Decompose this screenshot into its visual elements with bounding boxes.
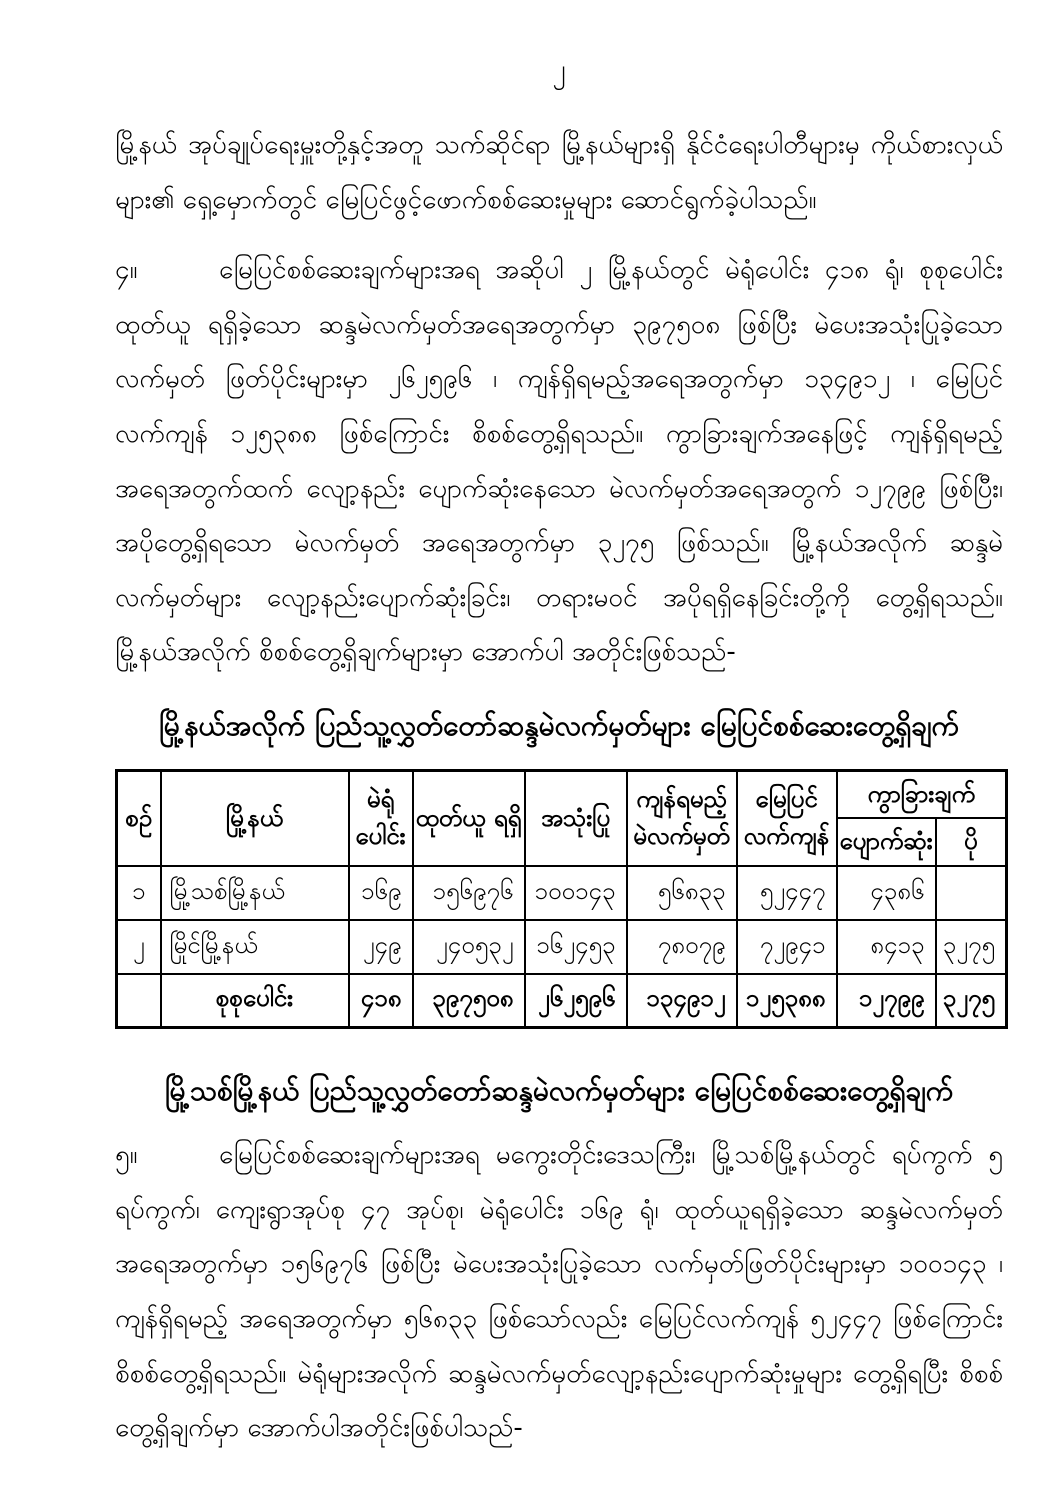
totals-no-empty	[117, 974, 161, 1028]
paragraph-4-number: ၄။	[115, 255, 138, 286]
row1-stations: ၁၆၉	[349, 866, 413, 920]
totals-used: ၂၆၂၅၉၆	[525, 974, 627, 1028]
row2-extra: ၃၂၇၅	[936, 920, 1007, 974]
row1-ground-remain: ၅၂၄၄၇	[737, 866, 837, 920]
paragraph-5-text: မြေပြင်စစ်ဆေးချက်များအရ မကွေးတိုင်းဒေသကြီး၊ မြို့သစ်မြို့နယ်တွင် ရပ်ကွက် ၅ ရပ်ကွက်၊ ကျေးရွာအုပ်စု ၄၇ အုပ်စု၊ မဲရုံပေါင်း ၁၆၉ ရုံ၊ ထုတ်ယူရရှိခဲ့သော ဆန္ဒမဲလက်မှတ် အရေအတွက်မှာ ၁၅၆၉၇၆ ဖြစ်ပြီး မဲပေးအသုံးပြုခဲ့သော လက်မှတ်ဖြတ်ပိုင်းများမှာ ၁၀၀၁၄၃ ၊ ကျန်ရှိရမည့် အရေအတွက်မှာ ၅၆၈၃၃ ဖြစ်သော်လည်း မြေပြင်လက်ကျန် ၅၂၄၄၇ ဖြစ်ကြောင်း စိစစ်တွေ့ရှိရသည်။ မဲရုံများအလိုက် ဆန္ဒမဲလက်မှတ်လျော့နည်းပျောက်ဆုံးမှုများ တွေ့ရှိရပြီး စိစစ် တွေ့ရှိချက်မှာ အောက်ပါအတိုင်းဖြစ်ပါသည်-	[115, 1140, 1003, 1444]
totals-extra: ၃၂၇၅	[936, 974, 1007, 1028]
row2-should-remain: ၇၈၀၇၉	[627, 920, 737, 974]
header-should-remain: ကျန်ရမည့် မဲလက်မှတ်	[627, 771, 737, 866]
totals-missing: ၁၂၇၉၉	[837, 974, 936, 1028]
row2-township: မြိုင်မြို့နယ်	[161, 920, 349, 974]
row2-ground-remain: ၇၂၉၄၁	[737, 920, 837, 974]
row1-extra	[936, 866, 1007, 920]
row2-missing: ၈၄၁၃	[837, 920, 936, 974]
header-used: အသုံးပြု	[525, 771, 627, 866]
row2-stations: ၂၄၉	[349, 920, 413, 974]
row1-should-remain: ၅၆၈၃၃	[627, 866, 737, 920]
header-stations: မဲရုံ ပေါင်း	[349, 771, 413, 866]
paragraph-5-number: ၅။	[115, 1140, 138, 1171]
totals-ground-remain: ၁၂၅၃၈၈	[737, 974, 837, 1028]
row1-no: ၁	[117, 866, 161, 920]
header-extra: ပို	[936, 818, 1007, 865]
row1-missing: ၄၃၈၆	[837, 866, 936, 920]
section2-title: မြို့သစ်မြို့နယ် ပြည်သူ့လွှတ်တော်ဆန္ဒမဲလက်မှတ်များ မြေပြင်စစ်ဆေးတွေ့ရှိချက်	[164, 1074, 954, 1107]
header-township: မြို့နယ်	[161, 771, 349, 866]
paragraph-5	[115, 1128, 1003, 1456]
paragraph-intro: မြို့နယ် အုပ်ချုပ်ရေးမှူးတို့နှင့်အတူ သက်ဆိုင်ရာ မြို့နယ်များရှိ နိုင်ငံရေးပါတီများမှ ကိုယ်စားလှယ်များ၏ ရှေ့မှောက်တွင် မြေပြင်ဖွင့်ဖောက်စစ်ဆေးမှုများ ဆောင်ရွက်ခဲ့ပါသည်။	[115, 130, 1003, 215]
table-totals-row	[117, 974, 1007, 1028]
paragraph-4	[115, 243, 1003, 680]
totals-should-remain: ၁၃၄၉၁၂	[627, 974, 737, 1028]
totals-issued: ၃၉၇၅၀၈	[413, 974, 525, 1028]
header-missing: ပျောက်ဆုံး	[837, 818, 936, 865]
row2-used: ၁၆၂၄၅၃	[525, 920, 627, 974]
row1-township: မြို့သစ်မြို့နယ်	[161, 866, 349, 920]
totals-label: စုစုပေါင်း	[161, 974, 349, 1028]
header-issued: ထုတ်ယူ ရရှိ	[413, 771, 525, 866]
table-header	[117, 771, 1007, 866]
header-difference: ကွာခြားချက်	[837, 771, 1007, 819]
paragraph-4-text: မြေပြင်စစ်ဆေးချက်များအရ အဆိုပါ ၂ မြို့နယ်တွင် မဲရုံပေါင်း ၄၁၈ ရုံ၊ စုစုပေါင်း ထုတ်ယူ ရရှိခဲ့သော ဆန္ဒမဲလက်မှတ်အရေအတွက်မှာ ၃၉၇၅၀၈ ဖြစ်ပြီး မဲပေးအသုံးပြုခဲ့သော လက်မှတ် ဖြတ်ပိုင်းများမှာ ၂၆၂၅၉၆ ၊ ကျန်ရှိရမည့်အရေအတွက်မှာ ၁၃၄၉၁၂ ၊ မြေပြင်လက်ကျန် ၁၂၅၃၈၈ ဖြစ်ကြောင်း စိစစ်တွေ့ရှိရသည်။ ကွာခြားချက်အနေဖြင့် ကျန်ရှိရမည့်အရေအတွက်ထက် လျော့နည်း ပျောက်ဆုံးနေသော မဲလက်မှတ်အရေအတွက် ၁၂၇၉၉ ဖြစ်ပြီး၊ အပိုတွေ့ရှိရသော မဲလက်မှတ် အရေအတွက်မှာ ၃၂၇၅ ဖြစ်သည်။ မြို့နယ်အလိုက် ဆန္ဒမဲလက်မှတ်များ လျော့နည်းပျောက်ဆုံးခြင်း၊ တရားမဝင် အပိုရရှိနေခြင်းတို့ကို တွေ့ရှိရသည်။ မြို့နယ်အလိုက် စိစစ်တွေ့ရှိချက်များမှာ အောက်ပါ အတိုင်းဖြစ်သည်-	[115, 255, 1003, 668]
table-title: မြို့နယ်အလိုက် ပြည်သူ့လွှတ်တော်ဆန္ဒမဲလက်မှတ်များ မြေပြင်စစ်ဆေးတွေ့ရှိချက်	[159, 708, 959, 742]
row1-issued: ၁၅၆၉၇၆	[413, 866, 525, 920]
header-no: စဉ်	[117, 771, 161, 866]
totals-stations: ၄၁၈	[349, 974, 413, 1028]
table-row	[117, 866, 1007, 920]
page-number: ၂	[552, 54, 566, 85]
row2-issued: ၂၄၀၅၃၂	[413, 920, 525, 974]
header-ground-remain: မြေပြင် လက်ကျန်	[737, 771, 837, 866]
row2-no: ၂	[117, 920, 161, 974]
row1-used: ၁၀၀၁၄၃	[525, 866, 627, 920]
table-row	[117, 920, 1007, 974]
results-table	[115, 769, 1008, 1029]
